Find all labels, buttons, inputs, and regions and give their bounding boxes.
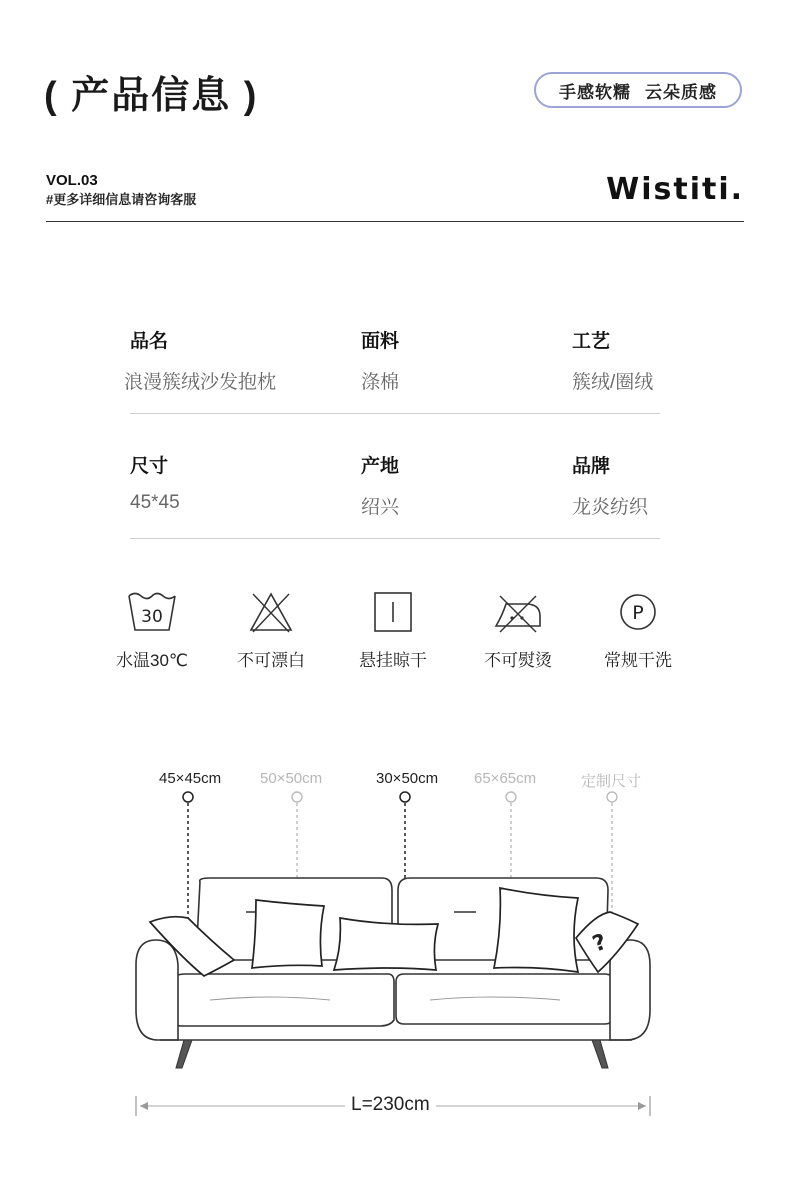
- spec-value: 浪漫簇绒沙发抱枕: [124, 372, 277, 393]
- care-label: 不可熨烫: [484, 651, 552, 670]
- pillow-50x50: [252, 900, 324, 968]
- pillow-65x65: [494, 888, 578, 972]
- spec-value: 绍兴: [361, 497, 400, 518]
- dry-clean-badge: P: [632, 602, 644, 624]
- volume-label: VOL.03: [46, 172, 98, 189]
- sofa-seat: [172, 974, 614, 1026]
- sofa-length-label: L=230cm: [345, 1094, 436, 1116]
- spec-label: 产地: [361, 456, 400, 477]
- spec-value: 45*45: [130, 492, 180, 513]
- spec-value: 涤棉: [361, 372, 400, 393]
- care-label: 水温30℃: [115, 651, 188, 670]
- spec-label: 面料: [361, 331, 400, 352]
- size-option-30x50: 30×50cm: [376, 770, 439, 787]
- size-option-45x45: 45×45cm: [159, 770, 222, 787]
- spec-label: 尺寸: [130, 456, 169, 477]
- spec-value: 龙炎纺织: [572, 497, 649, 518]
- title-close-paren: ): [243, 75, 259, 117]
- spec-label: 工艺: [572, 331, 611, 352]
- feature-tag-soft: 手感软糯: [559, 82, 631, 102]
- title-open-paren: (: [44, 75, 59, 117]
- care-label: 悬挂晾干: [359, 651, 427, 670]
- custom-question-mark: ?: [589, 929, 611, 958]
- title-text: 产品信息: [71, 75, 232, 117]
- contact-note: #更多详细信息请咨询客服: [46, 192, 197, 207]
- feature-tag-cloud: 云朵质感: [645, 82, 717, 102]
- spec-value: 簇绒/圈绒: [572, 372, 654, 393]
- size-option-65x65: 65×65cm: [474, 770, 537, 787]
- wash-temp-badge: 30: [141, 607, 163, 627]
- size-option-custom: 定制尺寸: [581, 773, 642, 790]
- size-pin-45x45: [183, 792, 193, 918]
- brand-logo: Wistiti.: [606, 172, 744, 207]
- pillow-30x50: [334, 918, 438, 970]
- spec-label: 品牌: [572, 456, 611, 477]
- care-label: 不可漂白: [237, 651, 305, 670]
- care-label: 常规干洗: [604, 651, 672, 670]
- spec-label: 品名: [130, 331, 169, 352]
- size-option-50x50: 50×50cm: [260, 770, 323, 787]
